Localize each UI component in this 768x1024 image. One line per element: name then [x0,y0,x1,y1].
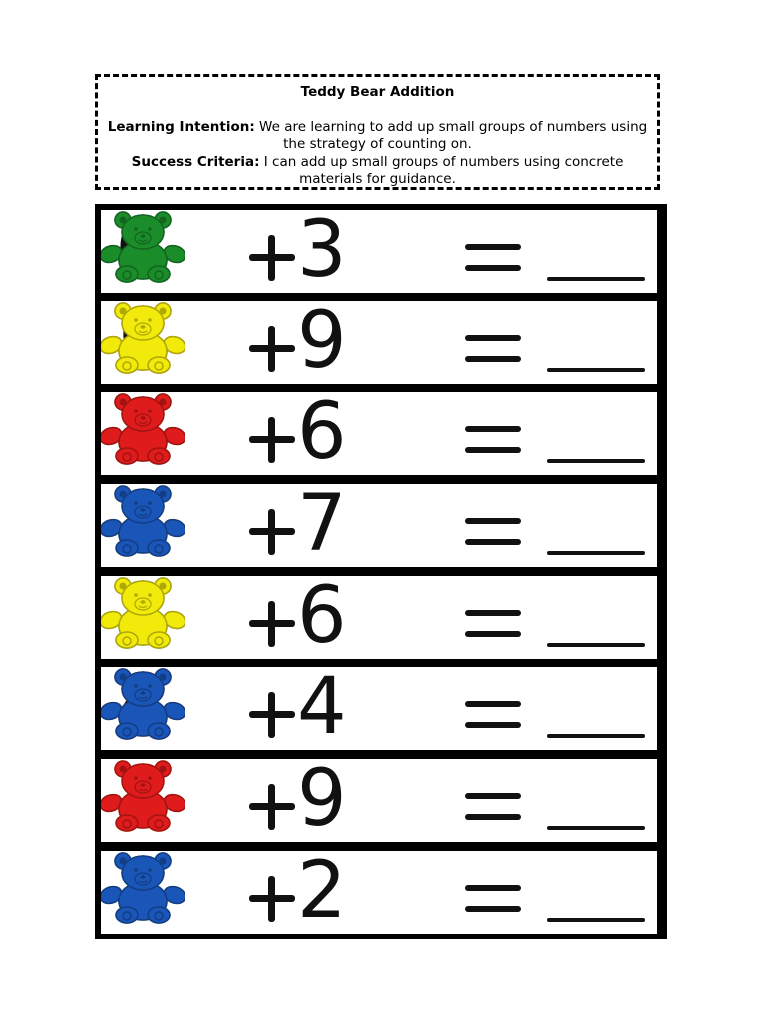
answer-blank[interactable] [547,643,645,647]
plus-sign [249,784,295,830]
second-addend: 6 [297,576,347,659]
plus-sign [249,326,295,372]
second-addend: 2 [297,851,347,934]
problem-row [101,667,657,750]
success-criteria [98,154,657,189]
green-bear-icon [101,210,185,284]
equals-sign [465,608,521,640]
second-addend: 6 [297,392,347,475]
blue-bear-icon [101,484,185,558]
plus-sign [249,876,295,922]
blue-bear-icon [101,667,185,741]
equals-sign [465,333,521,365]
problem-row [101,759,657,842]
problem-list [95,204,667,939]
second-addend: 9 [297,759,347,842]
second-addend: 9 [297,301,347,384]
problem-row [101,210,657,293]
problem-row [101,851,657,934]
yellow-bear-icon [101,301,185,375]
second-addend: 3 [297,210,347,293]
plus-sign [249,509,295,555]
plus-sign [249,417,295,463]
red-bear-icon [101,759,185,833]
plus-sign [249,601,295,647]
equals-sign [465,791,521,823]
problem-row [101,392,657,475]
answer-blank[interactable] [547,734,645,738]
blue-bear-icon [101,851,185,925]
answer-blank[interactable] [547,826,645,830]
plus-sign [249,235,295,281]
second-addend: 7 [297,484,347,567]
learning-intention-label: Learning Intention: [107,118,255,135]
plus-sign [249,692,295,738]
equals-sign [465,883,521,915]
second-addend: 4 [297,667,347,750]
learning-intention [98,119,657,154]
equals-sign [465,516,521,548]
answer-blank[interactable] [547,368,645,372]
answer-blank[interactable] [547,551,645,555]
header-box [95,74,660,190]
learning-intention-text: We are learning to add up small groups of numbers using the strategy of counting on. [254,118,648,152]
success-criteria-text: I can add up small groups of numbers using concrete materials for guidance. [259,153,624,187]
problem-row [101,576,657,659]
problem-row [101,301,657,384]
problem-row [101,484,657,567]
equals-sign [465,424,521,456]
answer-blank[interactable] [547,277,645,281]
worksheet-title: Teddy Bear Addition [300,84,455,100]
red-bear-icon [101,392,185,466]
yellow-bear-icon [101,576,185,650]
equals-sign [465,242,521,274]
success-criteria-label: Success Criteria: [131,153,260,170]
answer-blank[interactable] [547,918,645,922]
answer-blank[interactable] [547,459,645,463]
equals-sign [465,699,521,731]
